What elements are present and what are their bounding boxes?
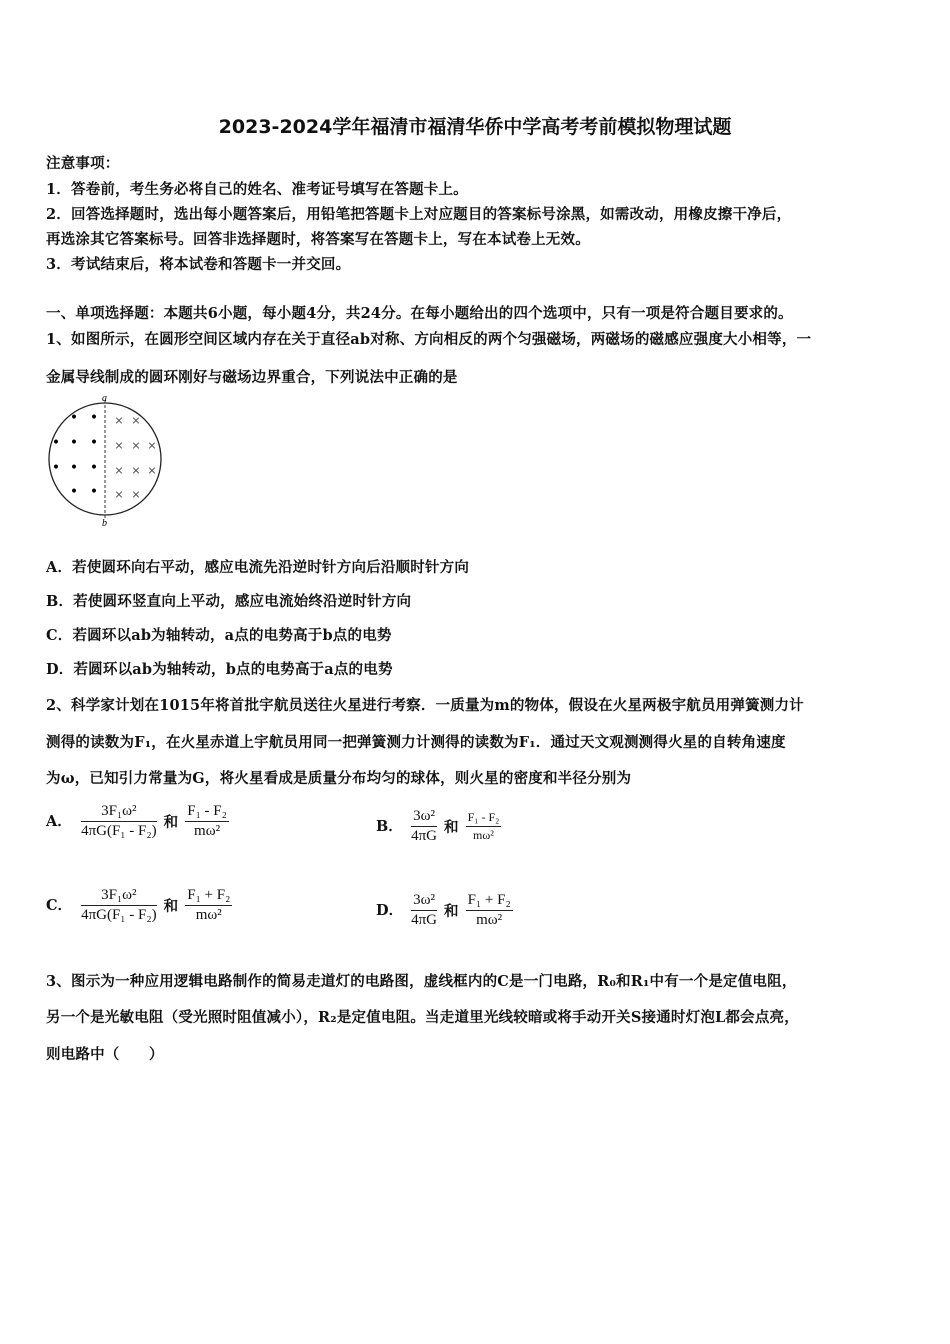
radius-fraction: $\frac{\text{F₁ - F₂}}{\text{mω²}}$	[187, 803, 227, 839]
label-a: a	[102, 393, 107, 404]
density-fraction: $\frac{\text{3ω²}}{4\pi G}$	[411, 808, 437, 844]
field-cross: ×	[131, 464, 141, 477]
q2-stem-line3: 为ω，已知引力常量为G，将火星看成是质量分布均匀的球体，则火星的密度和半径分别为	[46, 770, 632, 787]
q2-stem-line1: 2、科学家计划在1015年将首批宇航员送往火星进行考察．一质量为m的物体，假设在火星两极宇航员用弹簧测力计	[46, 697, 804, 714]
q2-option-d[interactable]: D． $\frac{\text{3ω²}}{4\pi G}$ 和 $\frac{\text{F₁ + F₂}}{\text{mω²}}$	[376, 892, 511, 928]
q3-stem-line2: 另一个是光敏电阻（受光照时阻值减小），R₂是定值电阻。当走道里光线较暗或将手动开关S接通时灯泡L都会点亮，	[46, 1009, 799, 1026]
section-heading: 一、单项选择题：本题共6小题，每小题4分，共24分。在每小题给出的四个选项中，只有一项是符合题目要求的。	[46, 305, 793, 322]
notice-item-3: 3．考试结束后，将本试卷和答题卡一并交回。	[46, 256, 351, 273]
radius-fraction: $\frac{\text{F₁ + F₂}}{\text{mω²}}$	[187, 887, 231, 923]
radius-fraction: $\frac{\text{F₁ + F₂}}{\text{mω²}}$	[467, 892, 511, 928]
q1-option-c[interactable]: C．若圆环以ab为轴转动，a点的电势高于b点的电势	[46, 627, 392, 644]
field-cross: ×	[131, 488, 141, 501]
radius-fraction: $\frac{\text{F₁ - F₂}}{\text{mω²}}$	[467, 810, 500, 842]
dots-field	[52, 410, 98, 500]
q1-option-d[interactable]: D．若圆环以ab为轴转动，b点的电势高于a点的电势	[46, 661, 393, 678]
field-cross: ×	[147, 464, 157, 477]
notice-heading: 注意事项：	[46, 155, 120, 172]
q1-option-b[interactable]: B．若使圆环竖直向上平动，感应电流始终沿逆时针方向	[46, 593, 412, 610]
option-label: D．	[376, 901, 404, 919]
option-label: A．	[46, 812, 72, 830]
field-dot: •	[51, 460, 61, 476]
field-cross: ×	[131, 439, 141, 452]
q2-option-a[interactable]: A． $\frac{\text{3F₁ω²}}{\text{4πG(F₁ - F₂)}}$ 和 $\frac{\text{F₁ - F₂}}{\text{mω²}}$	[46, 803, 227, 839]
field-cross: ×	[147, 439, 157, 452]
q1-stem-line1: 1、如图所示，在圆形空间区域内存在关于直径ab对称、方向相反的两个匀强磁场，两磁场的磁感应强度大小相等，一	[46, 331, 812, 348]
field-dot: •	[89, 410, 99, 426]
field-dot: •	[89, 435, 99, 451]
notice-item-2-cont: 再选涂其它答案标号。回答非选择题时，将答案写在答题卡上，写在本试卷上无效。	[46, 231, 590, 248]
notice-item-1: 1．答卷前，考生务必将自己的姓名、准考证号填写在答题卡上。	[46, 181, 468, 198]
q1-stem-line2: 金属导线制成的圆环刚好与磁场边界重合，下列说法中正确的是	[46, 369, 458, 386]
field-dot: •	[69, 484, 79, 500]
field-cross: ×	[131, 414, 141, 427]
field-dot: •	[89, 484, 99, 500]
page-title: 2023-2024学年福清市福清华侨中学高考考前模拟物理试题	[218, 116, 732, 138]
density-fraction: $\frac{\text{3F₁ω²}}{\text{4πG(F₁ - F₂)}}$	[81, 887, 157, 923]
option-label: B．	[376, 817, 403, 835]
label-b: b	[102, 518, 107, 529]
notice-item-2: 2．回答选择题时，选出每小题答案后，用铅笔把答题卡上对应题目的答案标号涂黑，如需改动，用橡皮擦干净后，	[46, 206, 792, 223]
q2-option-c[interactable]: C． $\frac{\text{3F₁ω²}}{\text{4πG(F₁ - F₂)}}$ 和 $\frac{\text{F₁ + F₂}}{\text{mω²}}$	[46, 887, 231, 923]
density-fraction: $\frac{\text{3F₁ω²}}{\text{4πG(F₁ - F₂)}}$	[81, 803, 157, 839]
magnetic-field-figure	[42, 392, 172, 532]
density-fraction: $\frac{\text{3ω²}}{4\pi G}$	[411, 892, 437, 928]
q2-option-b[interactable]: B． $\frac{\text{3ω²}}{4\pi G}$ 和 $\frac{\text{F₁ - F₂}}{\text{mω²}}$	[376, 808, 500, 844]
field-cross: ×	[114, 488, 124, 501]
field-cross: ×	[114, 439, 124, 452]
q3-stem-line1: 3、图示为一种应用逻辑电路制作的简易走道灯的电路图，虚线框内的C是一门电路，R₀和R₁中有一个是定值电阻，	[46, 973, 797, 990]
field-dot: •	[89, 460, 99, 476]
q2-stem-line2: 测得的读数为F₁，在火星赤道上宇航员用同一把弹簧测力计测得的读数为F₁．通过天文观测测得火星的自转角速度	[46, 734, 786, 751]
field-dot: •	[69, 435, 79, 451]
field-dot: •	[69, 460, 79, 476]
option-label: C．	[46, 896, 73, 914]
ring-circle	[49, 403, 161, 515]
q1-option-a[interactable]: A．若使圆环向右平动，感应电流先沿逆时针方向后沿顺时针方向	[46, 559, 470, 576]
field-dot: •	[51, 435, 61, 451]
q3-stem-line3: 则电路中（ ）	[46, 1046, 164, 1063]
field-dot: •	[69, 410, 79, 426]
field-cross: ×	[114, 414, 124, 427]
field-cross: ×	[114, 464, 124, 477]
